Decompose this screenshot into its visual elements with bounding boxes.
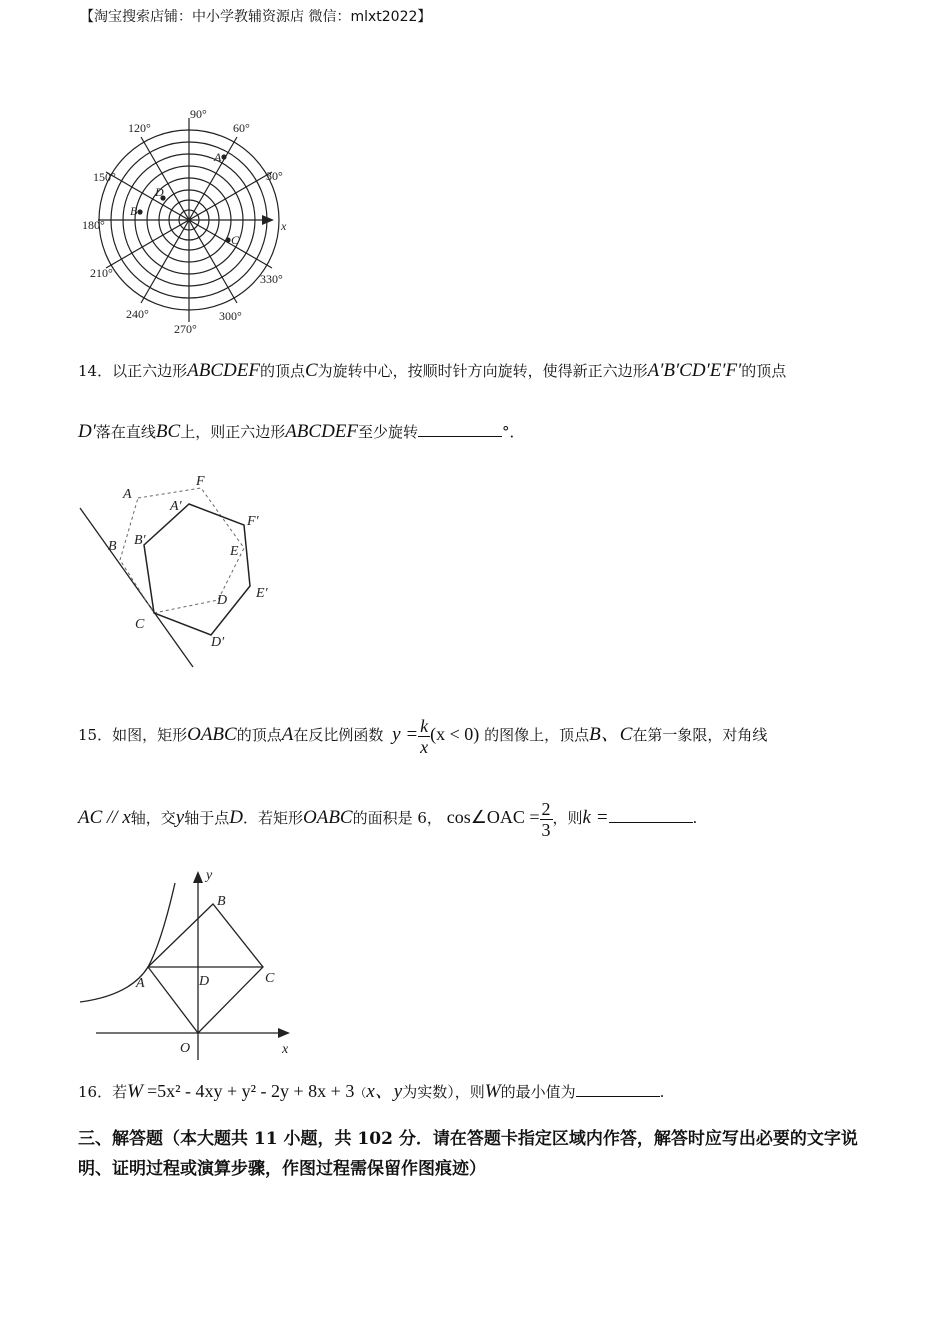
section-3-heading: 三、解答题（本大题共 11 小题，共 102 分．请在答题卡指定区域内作答，解答时应写出必要的文字说明、证明过程或演算步骤，作图过程需保留作图痕迹） (78, 1129, 858, 1179)
label-axis-x: x (281, 219, 287, 233)
label-240: 240° (126, 307, 149, 321)
label-90: 90° (190, 107, 207, 121)
point-b-marker (137, 209, 142, 214)
label-point-c: C (231, 233, 240, 247)
hexagon-rotation-figure (78, 470, 288, 675)
graph-label-o: O (180, 1041, 191, 1056)
hex-label-d-prime: D′ (211, 635, 225, 650)
hex-label-a-prime: A′ (170, 499, 182, 514)
rectangle-hyperbola-figure (78, 865, 298, 1065)
graph-label-y: y (206, 868, 213, 883)
graph-label-b: B (217, 894, 226, 909)
hex-label-b-prime: B′ (134, 533, 146, 548)
graph-label-c: C (265, 971, 275, 986)
page-header: 【淘宝搜索店铺：中小学教辅资源店 微信：mlxt2022】 (80, 9, 432, 25)
label-point-b: B (130, 204, 138, 218)
polar-coordinate-figure (78, 100, 298, 345)
hex-label-a: A (123, 487, 132, 502)
graph-label-d: D (199, 974, 210, 989)
hex-label-f: F (196, 474, 205, 489)
label-120: 120° (128, 121, 151, 135)
hex-label-e-prime: E′ (256, 586, 268, 601)
label-150: 150° (93, 170, 116, 184)
hex-label-b: B (108, 539, 117, 554)
label-210: 210° (90, 266, 113, 280)
rotated-hexagon (144, 504, 250, 635)
q14-answer-blank[interactable] (418, 420, 502, 437)
label-330: 330° (260, 272, 283, 286)
label-270: 270° (174, 322, 197, 336)
label-point-a: A (214, 150, 222, 164)
label-300: 300° (219, 309, 242, 323)
function-fraction: $\frac{k}{x}$ (420, 715, 429, 757)
label-60: 60° (233, 121, 250, 135)
q16-line: 16．若W =5x² - 4xy + y² - 2y + 8x + 3（x、y为实数），则W的最小值为 . (78, 1081, 665, 1102)
label-180: 180° (82, 218, 105, 232)
q14-line-1: 14．以正六边形ABCDEF的顶点C为旋转中心，按顺时针方向旋转，使得新正六边形A′B′CD′E′F′的顶点 (78, 360, 787, 381)
q15-answer-blank[interactable] (609, 806, 693, 823)
graph-label-a: A (136, 976, 145, 991)
point-c-marker (225, 237, 230, 242)
hex-label-f-prime: F′ (247, 514, 259, 529)
hex-label-e: E (230, 544, 239, 559)
hex-label-d: D (217, 593, 228, 608)
q14-line-2: D′落在直线BC上，则正六边形ABCDEF至少旋转 °． (78, 421, 525, 442)
cos-fraction: $\frac{2}{3}$ (541, 798, 551, 840)
hex-label-c: C (135, 617, 145, 632)
label-30: 30° (266, 169, 283, 183)
q15-line-1: 15．如图，矩形OABC的顶点A在反比例函数 y = $\frac{k}{x}$ (x < 0) 的图像上，顶点B、C在第一象限，对角线 (78, 715, 768, 757)
q15-line-2: AC // x轴，交y轴于点D．若矩形OABC的面积是 6， cos∠OAC = $\frac{2}{3}$ ，则k = . (78, 798, 698, 840)
label-point-d: D (155, 185, 164, 199)
point-a-marker (221, 154, 226, 159)
q16-answer-blank[interactable] (576, 1080, 660, 1097)
graph-label-x: x (282, 1042, 289, 1057)
